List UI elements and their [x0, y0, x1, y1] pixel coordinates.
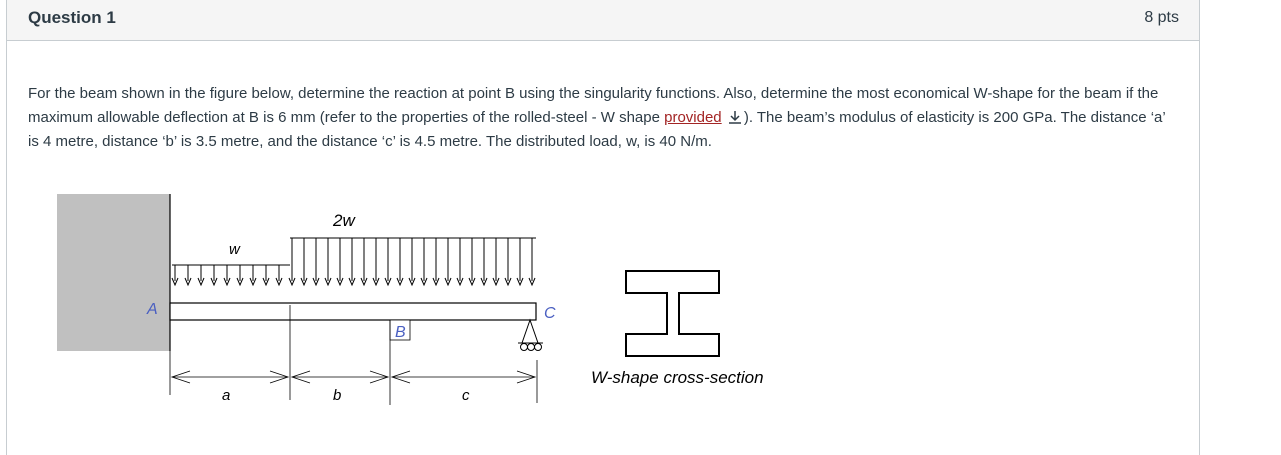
point-b-label: B	[395, 324, 406, 341]
beam	[170, 303, 536, 320]
question-text-part2: ). The beam’s modulus of elasticity is 200 GPa. The distance ‘a’ is 4 metre, distance ‘b’ is 3.5 metre, and the distance ‘c’ is 4.5 metre. The distributed load, w, is 40 N/m.	[28, 109, 1166, 150]
download-icon[interactable]	[726, 108, 744, 122]
load-w-label: w	[229, 241, 240, 258]
cross-section-label: W-shape cross-section	[591, 368, 764, 387]
load-2w-label: 2w	[333, 211, 355, 230]
dim-c-label: c	[462, 387, 470, 404]
question-text	[28, 82, 1178, 154]
roller-support	[518, 320, 543, 351]
beam-figure	[0, 185, 820, 415]
question-points: 8 pts	[1144, 9, 1179, 26]
dim-b-label: b	[333, 387, 342, 404]
point-c-label: C	[544, 305, 556, 322]
load-arrows	[172, 238, 535, 285]
question-header	[7, 0, 1199, 41]
question-text-part1: For the beam shown in the figure below, determine the reaction at point B using the singularity functions. Also, determine the most economical W-shape for the beam if the maximum allowable deflection at B is 6 mm (refer to the properties of the rolled-steel - W shape	[28, 85, 1159, 126]
point-a-label: A	[147, 301, 158, 318]
dim-a-label: a	[222, 387, 231, 404]
w-shape-cross-section	[626, 271, 719, 356]
provided-link[interactable]: provided	[664, 109, 722, 126]
fixed-wall	[57, 194, 170, 351]
question-title: Question 1	[28, 8, 116, 27]
